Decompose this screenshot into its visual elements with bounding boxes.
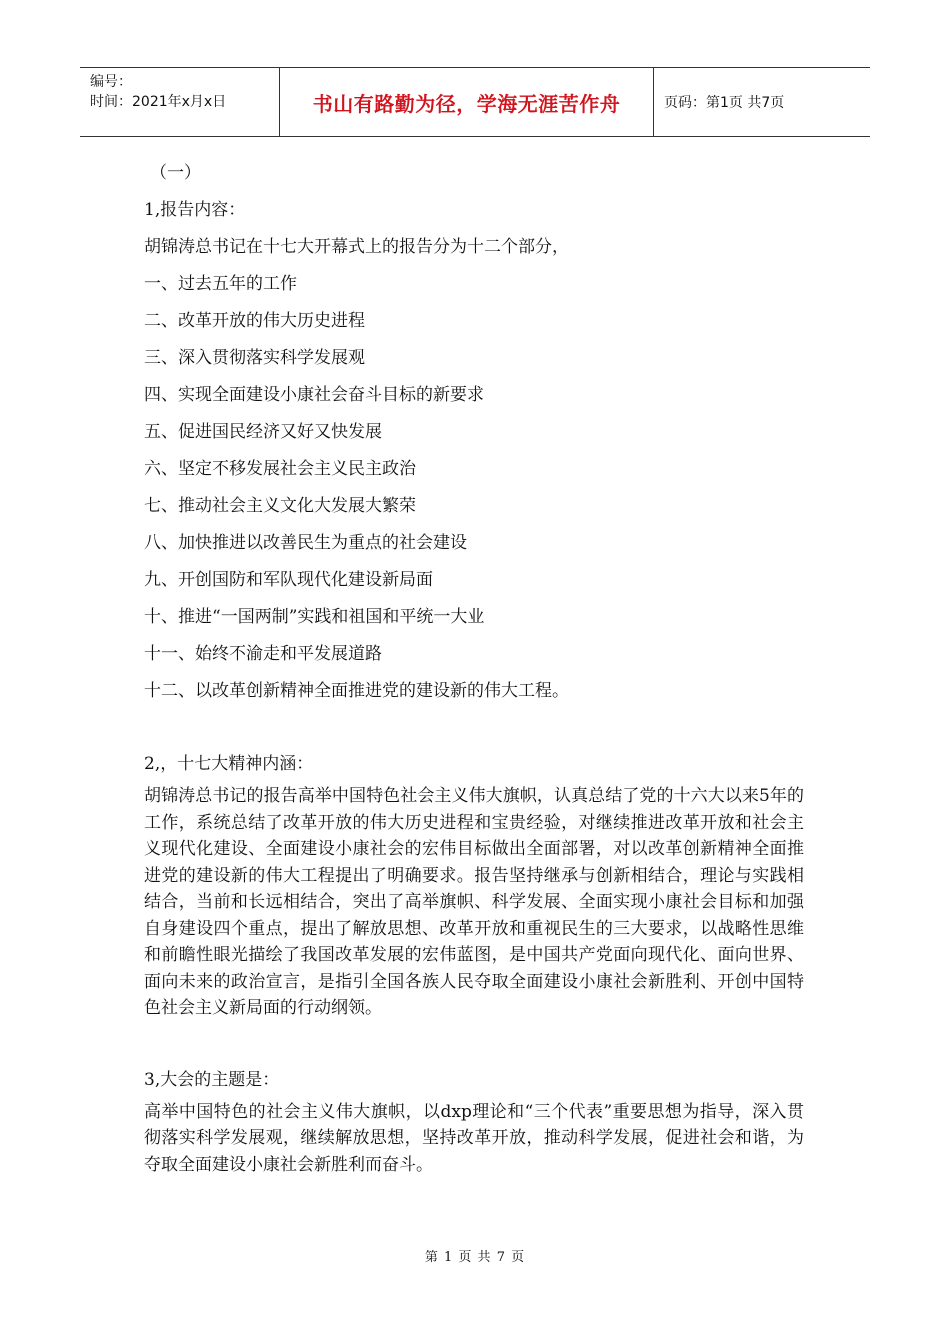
section-marker: （一）: [150, 163, 201, 183]
list-item: 六、坚定不移发展社会主义民主政治: [144, 459, 416, 479]
heading-conference-theme: 3,大会的主题是：: [144, 1069, 280, 1090]
list-item: 十二、以改革创新精神全面推进党的建设新的伟大工程。: [144, 681, 569, 701]
list-item: 八、加快推进以改善民生为重点的社会建设: [144, 533, 467, 553]
header-page-info: 页码：第1页 共7页: [664, 95, 785, 111]
list-item: 四、实现全面建设小康社会奋斗目标的新要求: [144, 385, 484, 405]
page-footer: 第 1 页 共 7 页: [424, 1250, 526, 1265]
list-item: 十一、始终不渝走和平发展道路: [144, 644, 382, 664]
paragraph-spirit-connotation: 胡锦涛总书记的报告高举中国特色社会主义伟大旗帜，认真总结了党的十六大以来5年的工作，系统总结了改革开放的伟大历史进程和宝贵经验，对继续推进改革开放和社会主义现代化建设、全面建设小康社会的宏伟目标做出全面部署，对以改革创新精神全面推进党的建设新的伟大工程提出了明确要求。报告坚持继承与创新相结合，理论与实践相结合，当前和长远相结合，突出了高举旗帜、科学发展、全面实现小康社会目标和加强自身建设四个重点，提出了解放思想、改革开放和重视民生的三大要求，以战略性思维和前瞻性眼光描绘了我国改革发展的宏伟蓝图，是中国共产党面向现代化、面向世界、面向未来的政治宣言，是指引全国各族人民夺取全面建设小康社会新胜利、开创中国特色社会主义新局面的行动纲领。: [144, 786, 804, 1018]
document-number-label: 编号：: [90, 74, 132, 90]
list-item: 十、推进“一国两制”实践和祖国和平统一大业: [144, 607, 485, 627]
report-intro: 胡锦涛总书记在十七大开幕式上的报告分为十二个部分，: [144, 237, 569, 257]
header-motto: 书山有路勤为径，学海无涯苦作舟: [280, 68, 654, 136]
list-item: 三、深入贯彻落实科学发展观: [144, 348, 365, 368]
header-meta-cell: [80, 68, 280, 136]
list-item: 一、过去五年的工作: [144, 274, 297, 294]
list-item: 七、推动社会主义文化大发展大繁荣: [144, 496, 416, 516]
heading-report-content: 1,报告内容：: [144, 200, 246, 220]
list-item: 五、促进国民经济又好又快发展: [144, 422, 382, 442]
heading-spirit-connotation: 2,，十七大精神内涵：: [144, 754, 314, 774]
header-table: [80, 67, 870, 137]
document-body: [144, 155, 804, 1178]
list-item: 二、改革开放的伟大历史进程: [144, 311, 365, 331]
list-item: 九、开创国防和军队现代化建设新局面: [144, 570, 433, 590]
paragraph-conference-theme: 高举中国特色的社会主义伟大旗帜，以dxp理论和“三个代表”重要思想为指导，深入贯彻落实科学发展观，继续解放思想，坚持改革开放，推动科学发展，促进社会和谐，为夺取全面建设小康社会新胜利而奋斗。: [144, 1101, 804, 1175]
report-parts-list: [144, 266, 804, 710]
document-time-label: 时间：2021年x月x日: [90, 94, 227, 110]
